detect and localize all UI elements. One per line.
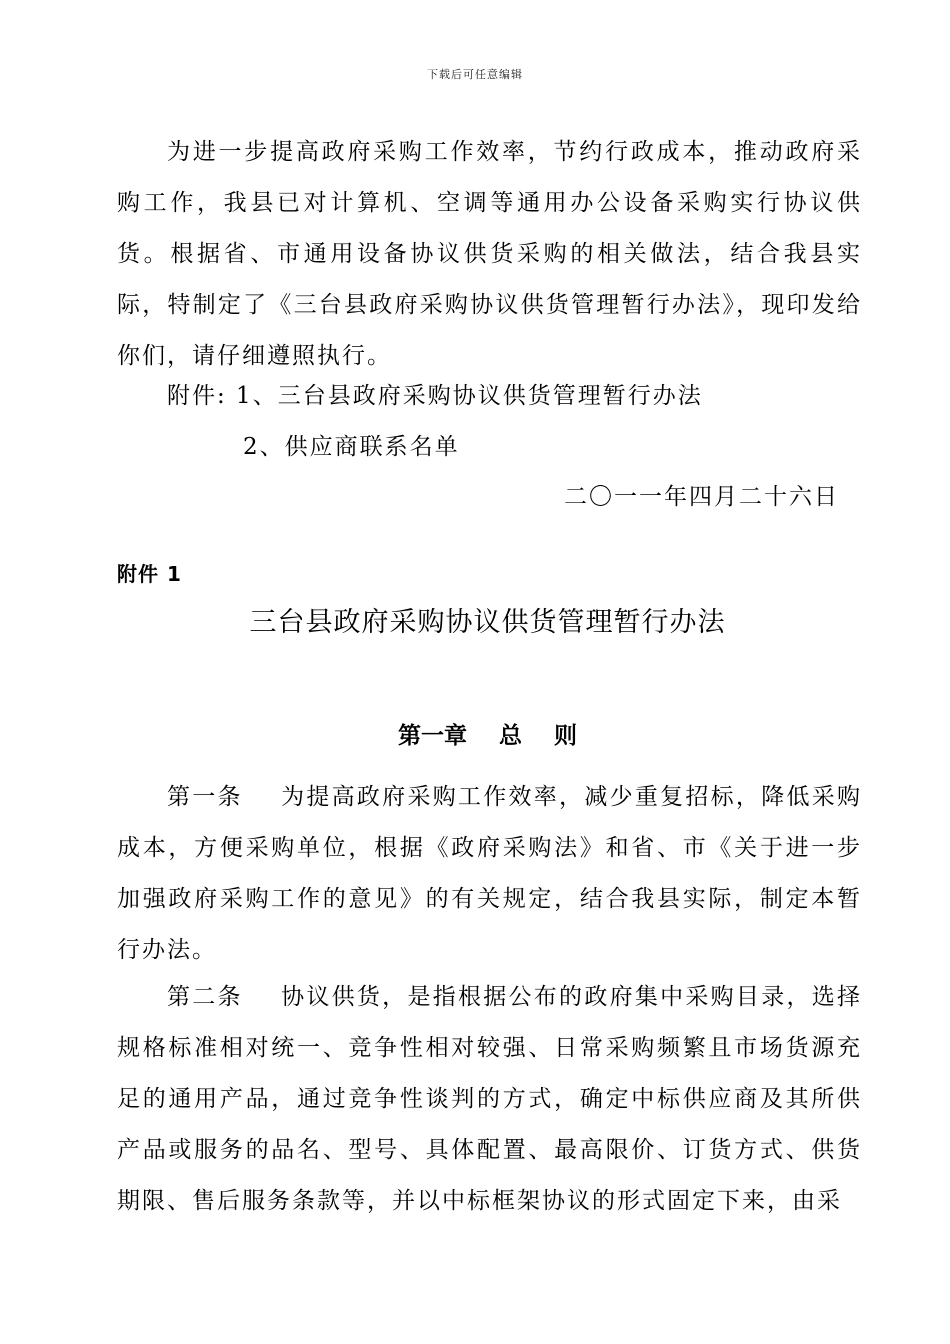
chapter-heading: 第一章 总 则	[397, 723, 578, 749]
notice-paragraph: 为进一步提高政府采购工作效率，节约行政成本，推动政府采购工作，我县已对计算机、空调等通用办公设备采购实行协议供货。根据省、市通用设备协议供货采购的相关做法，结合我县实际，特制定了《三台县政府采购协议供货管理暂行办法》，现印发给你们，请仔细遵照执行。	[117, 139, 862, 369]
attachments-line-2: 2、供应商联系名单	[243, 434, 460, 460]
article-2: 第二条 协议供货，是指根据公布的政府集中采购目录，选择规格标准相对统一、竞争性相对较强、日常采购频繁且市场货源充足的通用产品，通过竞争性谈判的方式，确定中标供应商及其所供产品或服务的品名、型号、具体配置、最高限价、订货方式、供货期限、售后服务条款等，并以中标框架协议的形式固定下来，由采	[117, 984, 862, 1214]
issue-date: 二〇一一年四月二十六日	[564, 484, 839, 510]
document-title: 三台县政府采购协议供货管理暂行办法	[249, 607, 726, 638]
header-note: 下载后可任意编辑	[427, 68, 523, 81]
article-1: 第一条 为提高政府采购工作效率，减少重复招标，降低采购成本，方便采购单位，根据《政府采购法》和省、市《关于进一步加强政府采购工作的意见》的有关规定，结合我县实际，制定本暂行办法。	[117, 784, 862, 963]
attachment-label: 附件 1	[117, 562, 182, 586]
attachments-line-1: 附件: 1、三台县政府采购协议供货管理暂行办法	[167, 383, 703, 409]
